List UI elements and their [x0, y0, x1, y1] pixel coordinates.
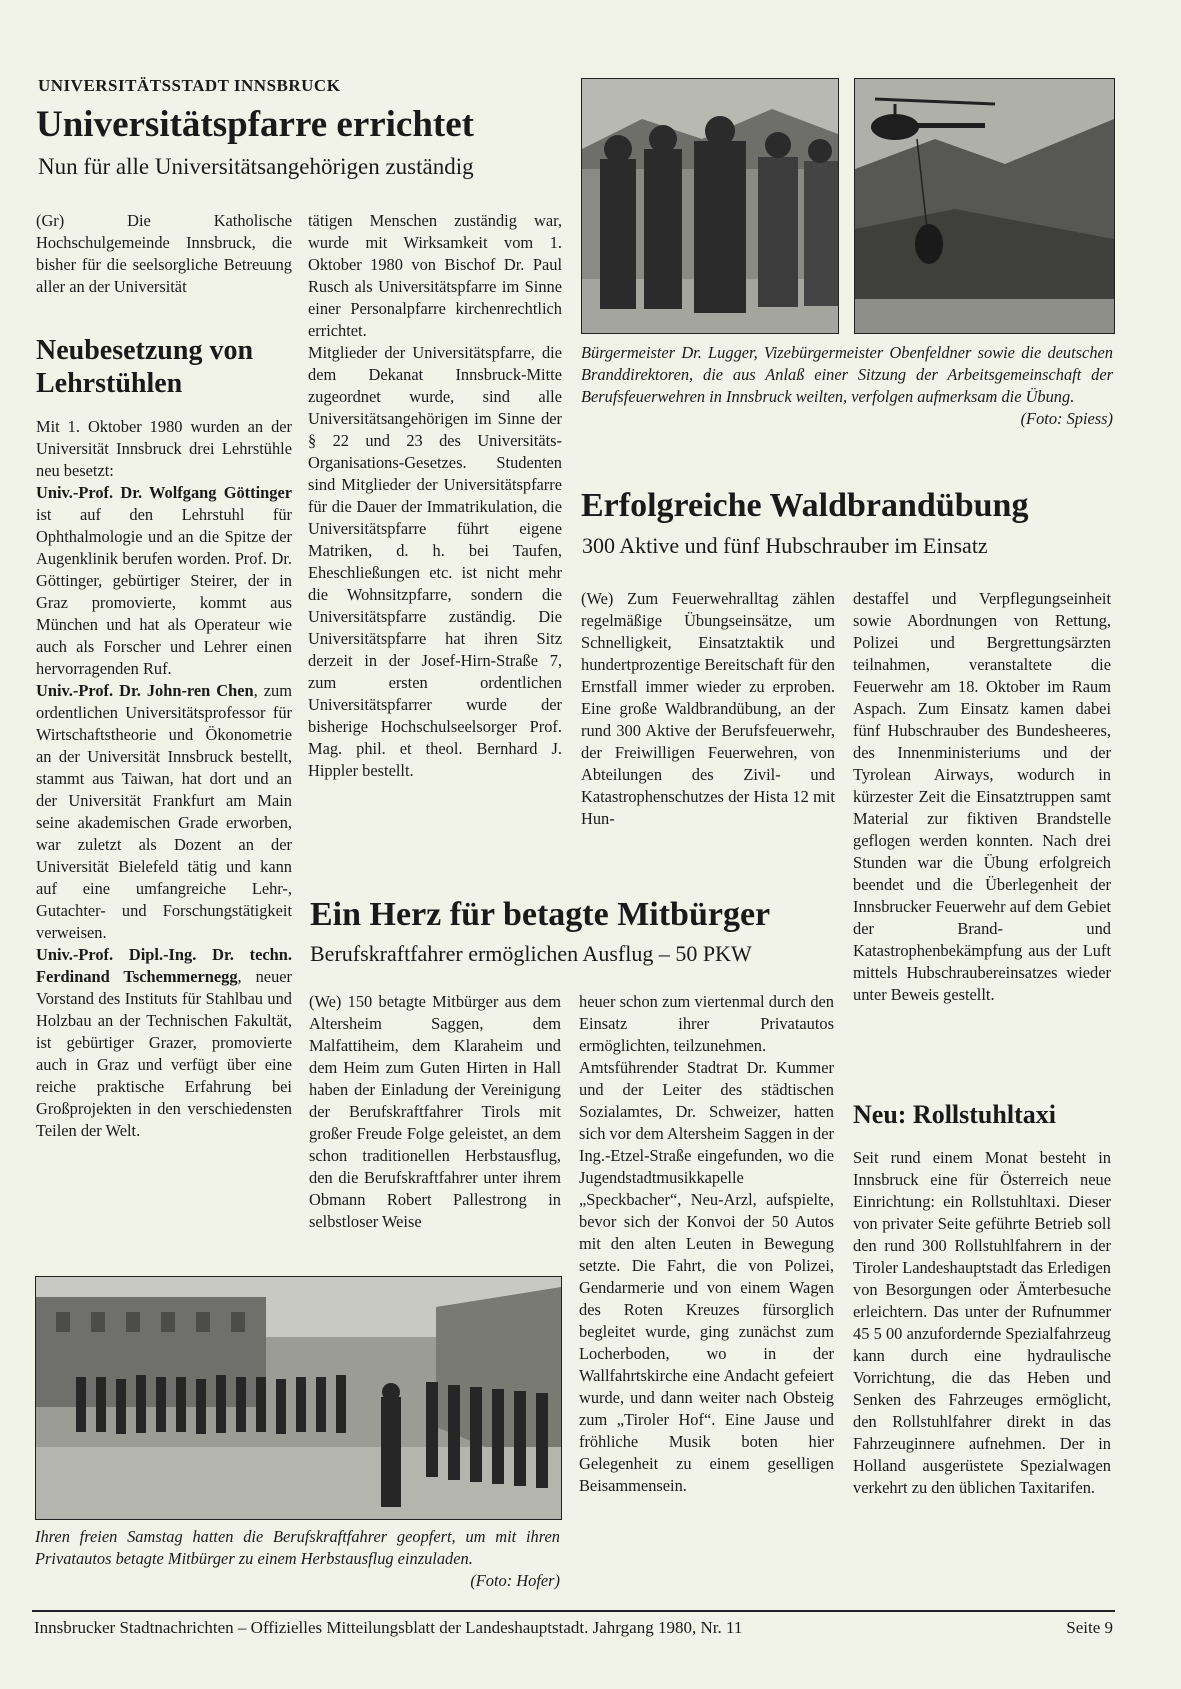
- headline-rollstuhltaxi: Neu: Rollstuhltaxi: [853, 1100, 1056, 1129]
- article2-para1: [36, 482, 292, 680]
- article2-body: [36, 416, 292, 1142]
- headline-waldbranduebung: Erfolgreiche Waldbrandübung: [581, 487, 1029, 524]
- photo-officials: [581, 78, 839, 334]
- article4-col1: [309, 991, 561, 1233]
- article2-para2: [36, 680, 292, 944]
- headline-herz-mitbuerger: Ein Herz für betagte Mitbürger: [310, 896, 771, 933]
- article4-col2-para1: heuer schon zum viertenmal durch den Einsatz ihrer Privatautos ermöglichten, teilzunehmen.: [579, 992, 834, 1055]
- photo-band-convoy: [35, 1276, 562, 1520]
- professor-name: Univ.-Prof. Dipl.-Ing. Dr. techn. Ferdinand Tschemmernegg: [36, 945, 292, 986]
- photo-helicopter: [854, 78, 1115, 334]
- footer-publication: Innsbrucker Stadtnachrichten – Offizielles Mitteilungsblatt der Landeshauptstadt. Jahrgang 1980, Nr. 11: [34, 1618, 743, 1637]
- caption-band-convoy-text: Ihren freien Samstag hatten die Berufskraftfahrer geopfert, um mit ihren Privatautos betagte Mitbürger zu einem Herbstausflug einzuladen.: [35, 1527, 560, 1568]
- article1-col1-text: (Gr) Die Katholische Hochschulgemeinde Innsbruck, die bisher für die seelsorgliche Betreuung aller an der Universität: [36, 211, 292, 296]
- article1-col2-para2: Mitglieder der Universitätspfarre, die dem Dekanat Innsbruck-Mitte zugeordnet wurde, sind alle Universitätsangehörigen im Sinne der § 22 und 23 des Universitäts-Organisations-Gesetzes. Studenten sind Mitglieder der Universitätspfarre für die Dauer der Immatrikulation, die Universitätspfarre führt eigene Matriken, d. h. bei Taufen, Eheschließungen etc. ist nicht mehr die Wohnsitzpfarre, sondern die Universitätspfarre zuständig. Die Universitätspfarre hat ihren Sitz derzeit in der Josef-Hirn-Straße 7, zum ersten ordentlichen Universitätspfarrer wurde der bisherige Hochschulseelsorger Prof. Mag. phil. et theol. Bernhard J. Hippler bestellt.: [308, 343, 562, 780]
- article1-col2: [308, 210, 562, 782]
- article4-col2-para2: Amtsführender Stadtrat Dr. Kummer und der Leiter des städtischen Sozialamtes, Dr. Schweizer, hatten sich vor dem Altersheim Saggen in der Ing.-Etzel-Straße eingefunden, wo die Jugendstadtmusikkapelle „Speckbacher“, Neu-Arzl, aufspielte, bevor sich der Konvoi der 50 Autos mit den alten Leuten in Bewegung setzte. Die Fahrt, die von Polizei, Gendarmerie und von einem Wagen des Roten Kreuzes fürsorglich begleitet wurde, ging zunächst zum Locherboden, wo in der Wallfahrtskirche eine Andacht gefeiert wurde, und dann weiter nach Obsteig zum „Tiroler Hof“. Eine Jause und fröhliche Musik boten hier Gelegenheit zu einem geselligen Beisammensein.: [579, 1058, 834, 1495]
- subheadline-universitaetspfarre: Nun für alle Universitätsangehörigen zuständig: [38, 154, 474, 179]
- caption-officials: [581, 342, 1113, 430]
- photo-credit: (Foto: Hofer): [470, 1571, 560, 1590]
- article3-col2-text: destaffel und Verpflegungseinheit sowie Abordnungen von Rettung, Polizei und Bergrettungsärzten teilnahmen, veranstaltete die Feuerwehr am 18. Oktober im Raum Aspach. Zum Einsatz kamen dabei fünf Hubschrauber des Bundesheeres, des Innenministeriums und der Tyrolean Airways, wodurch in kürzester Zeit die Einsatztruppen samt Material zur fiktiven Brandstelle geflogen werden konnten. Nach drei Stunden war die Übung erfolgreich beendet und die Überlegenheit der Innsbrucker Feuerwehr auf dem Gebiet der Brand- und Katastrophenbekämpfung aus der Luft mittels Hubschraubereinsatzes wieder unter Beweis gestellt.: [853, 589, 1111, 1004]
- article4-col1-text: (We) 150 betagte Mitbürger aus dem Altersheim Saggen, dem Malfattiheim, dem Klaraheim und dem Heim zum Guten Hirten in Hall haben der Einladung der Vereinigung der Berufskraftfahrer Tirols mit großer Freude Folge geleistet, an dem schon traditionellen Herbstausflug, den die Berufskraftfahrer unter ihrem Obmann Robert Pallestrong in selbstloser Weise: [309, 992, 561, 1231]
- article5-text: Seit rund einem Monat besteht in Innsbruck eine für Österreich neue Einrichtung: ein Rollstuhltaxi. Dieser von privater Seite geführte Betrieb soll den rund 300 Rollstuhlfahrern in der Tiroler Landeshauptstadt das Erledigen von Besorgungen oder Ämterbesuche erleichtern. Das unter der Rufnummer 45 5 00 anzufordernde Spezialfahrzeug kann durch eine hydraulische Vorrichtung, die das Heben und Senken des Fahrzeuges ermöglicht, den Rollstuhlfahrer direkt in das Fahrzeuginnere aufnehmen. Der in Holland ausgerüstete Spezialwagen verkehrt zu den üblichen Taxitarifen.: [853, 1148, 1111, 1497]
- article2-para1-text: ist auf den Lehrstuhl für Ophthalmologie und an die Spitze der Augenklinik berufen worden. Prof. Dr. Göttinger, gebürtiger Steirer, der in Graz promovierte, kommt aus München und hat als Operateur wie auch als Forscher und Lehrer einen hervorragenden Ruf.: [36, 505, 292, 678]
- photo-helicopter-image: [855, 79, 1114, 333]
- section-kicker: UNIVERSITÄTSSTADT INNSBRUCK: [38, 76, 341, 95]
- article3-col1-text: (We) Zum Feuerwehralltag zählen regelmäßige Übungseinsätze, um Schnelligkeit, Einsatztaktik und hundertprozentige Bereitschaft für den Ernstfall immer wieder zu erproben. Eine große Waldbrandübung, an der rund 300 Aktive der Berufsfeuerwehr, der Freiwilligen Feuerwehren, von Abteilungen des Zivil- und Katastrophenschutzes der Hista 12 mit Hun-: [581, 589, 835, 828]
- professor-name: Univ.-Prof. Dr. John-ren Chen: [36, 681, 254, 700]
- article2-intro: Mit 1. Oktober 1980 wurden an der Universität Innsbruck drei Lehrstühle neu besetzt:: [36, 417, 292, 480]
- article2: [36, 334, 292, 1142]
- article2-para3: [36, 944, 292, 1142]
- article4-col2: [579, 991, 834, 1497]
- article1-col1: [36, 210, 292, 298]
- article1-col2-para1: tätigen Menschen zuständig war, wurde mit Wirksamkeit vom 1. Oktober 1980 von Bischof Dr. Paul Rusch als Universitätspfarre im Sinne einer Personalpfarre kirchenrechtlich errichtet.: [308, 211, 562, 340]
- caption-band-convoy: [35, 1526, 560, 1592]
- caption-officials-text: Bürgermeister Dr. Lugger, Vizebürgermeister Obenfeldner sowie die deutschen Branddirektoren, die aus Anlaß einer Sitzung der Arbeitsgemeinschaft der Berufsfeuerwehren in Innsbruck weilten, verfolgen aufmerksam die Übung.: [581, 343, 1113, 406]
- professor-name: Univ.-Prof. Dr. Wolfgang Göttinger: [36, 483, 292, 502]
- article5-body: [853, 1147, 1111, 1499]
- page-number: Seite 9: [1066, 1618, 1113, 1637]
- article3-col1: [581, 588, 835, 830]
- photo-officials-image: [582, 79, 838, 333]
- subheadline-herz-mitbuerger: Berufskraftfahrer ermöglichen Ausflug – 50 PKW: [310, 941, 752, 966]
- article2-para2-text: , zum ordentlichen Universitätsprofessor für Wirtschaftstheorie und Ökonometrie an der Universität Innsbruck bestellt, stammt aus Taiwan, hat dort und an der Universität Frankfurt am Main seine akademischen Grade erworben, war zuletzt als Dozent an der Universität Bielefeld tätig und kann auf eine umfangreiche Lehr-, Gutachter- und Forschungstätigkeit verweisen.: [36, 681, 292, 942]
- photo-band-convoy-image: [36, 1277, 561, 1519]
- footer-rule: [32, 1610, 1115, 1612]
- article2-para3-text: , neuer Vorstand des Instituts für Stahlbau und Holzbau an der Technischen Fakultät, ist gebürtiger Grazer, promovierte auch in Graz und verfügt über eine reiche praktische Erfahrung bei Großprojekten in den verschiedensten Teilen der Welt.: [36, 967, 292, 1140]
- photo-credit: (Foto: Spiess): [1020, 409, 1113, 428]
- headline-lehrstuehle: Neubesetzung von Lehrstühlen: [36, 335, 254, 399]
- headline-universitaetspfarre: Universitätspfarre errichtet: [36, 104, 475, 145]
- subheadline-waldbranduebung: 300 Aktive und fünf Hubschrauber im Einsatz: [582, 533, 988, 558]
- article3-col2: [853, 588, 1111, 1006]
- page-footer: [34, 1617, 1113, 1639]
